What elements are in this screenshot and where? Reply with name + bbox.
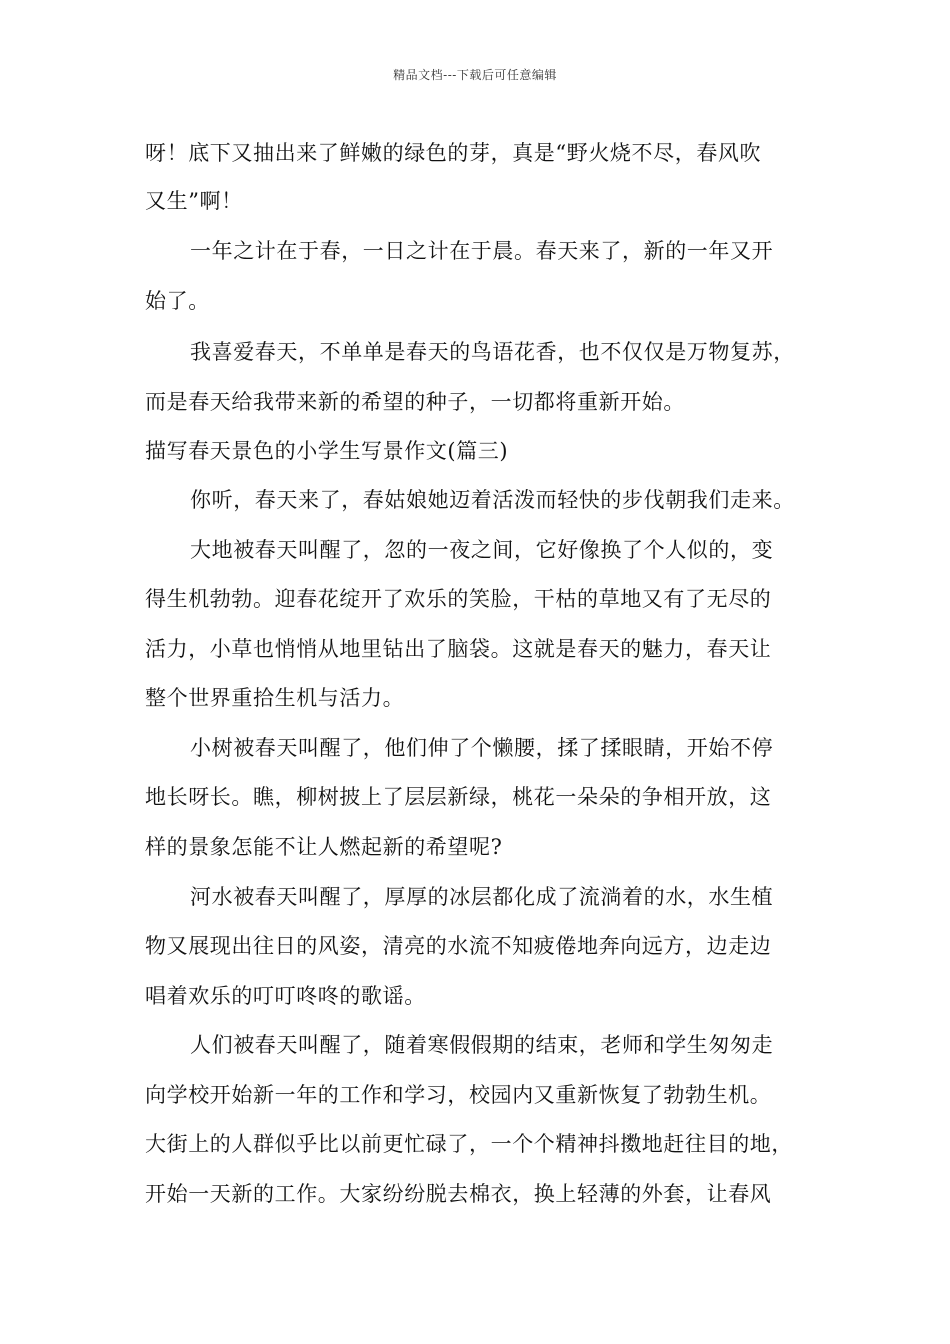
text-line: 呀！底下又抽出来了鲜嫩的绿色的芽，真是“野火烧不尽，春风吹 (145, 141, 762, 165)
text-line: 而是春天给我带来新的希望的种子，一切都将重新开始。 (145, 390, 685, 414)
text-line: 得生机勃勃。迎春花绽开了欢乐的笑脸，干枯的草地又有了无尽的 (145, 587, 772, 611)
text-line: 样的景象怎能不让人燃起新的希望呢? (145, 835, 503, 859)
text-line: 地长呀长。瞧，柳树披上了层层新绿，桃花一朵朵的争相开放，这 (145, 785, 772, 809)
page-header: 精品文档---下载后可任意编辑 (393, 68, 557, 82)
text-line: 大街上的人群似乎比以前更忙碌了，一个个精神抖擞地赶往目的地， (145, 1132, 793, 1156)
text-line: 唱着欢乐的叮叮咚咚的歌谣。 (145, 984, 426, 1008)
text-line: 一年之计在于春，一日之计在于晨。春天来了，新的一年又开 (190, 239, 774, 263)
text-line: 人们被春天叫醒了，随着寒假假期的结束，老师和学生匆匆走 (190, 1033, 774, 1057)
section-heading: 描写春天景色的小学生写景作文(篇三) (145, 439, 509, 463)
text-line: 向学校开始新一年的工作和学习，校园内又重新恢复了勃勃生机。 (145, 1083, 772, 1107)
text-line: 河水被春天叫醒了，厚厚的冰层都化成了流淌着的水，水生植 (190, 885, 774, 909)
text-line: 又生”啊！ (145, 189, 243, 213)
text-line: 始了。 (145, 289, 210, 313)
text-line: 大地被春天叫醒了，忽的一夜之间，它好像换了个人似的，变 (190, 538, 774, 562)
text-line: 开始一天新的工作。大家纷纷脱去棉衣，换上轻薄的外套，让春风 (145, 1182, 772, 1206)
text-line: 小树被春天叫醒了，他们伸了个懒腰，揉了揉眼睛，开始不停 (190, 736, 774, 760)
text-line: 我喜爱春天，不单单是春天的鸟语花香，也不仅仅是万物复苏， (190, 340, 795, 364)
text-line: 物又展现出往日的风姿，清亮的水流不知疲倦地奔向远方，边走边 (145, 934, 772, 958)
text-line: 你听，春天来了，春姑娘她迈着活泼而轻快的步伐朝我们走来。 (190, 488, 795, 512)
text-line: 整个世界重拾生机与活力。 (145, 686, 405, 710)
text-line: 活力，小草也悄悄从地里钻出了脑袋。这就是春天的魅力，春天让 (145, 637, 772, 661)
